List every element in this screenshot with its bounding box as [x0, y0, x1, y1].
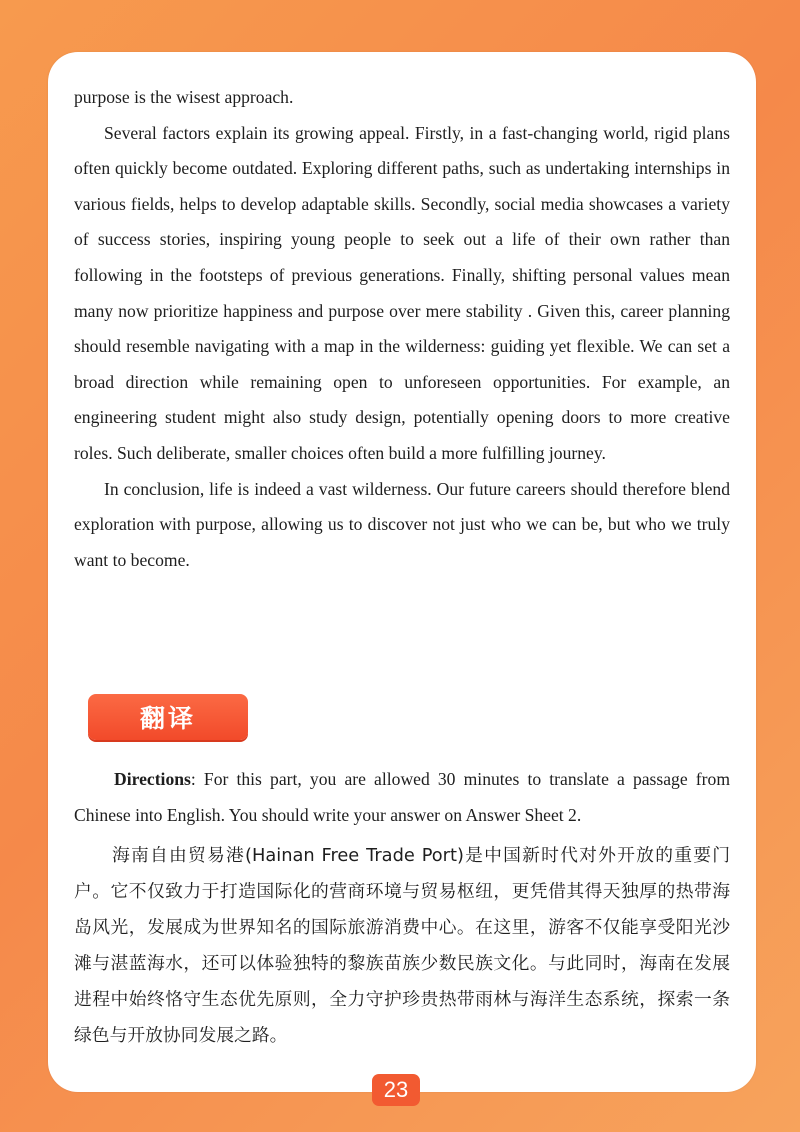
- essay-text: [74, 80, 730, 578]
- essay-paragraph: In conclusion, life is indeed a vast wilderness. Our future careers should therefore blend exploration with purpose, allowing us to discover not just who we can be, but who we truly want to become.: [74, 478, 730, 570]
- chinese-passage: [74, 838, 730, 1054]
- directions-paragraph: [74, 762, 730, 833]
- essay-paragraph: purpose is the wisest approach.: [74, 87, 294, 107]
- section-title: 翻译: [139, 704, 196, 733]
- directions-text: : For this part, you are allowed 30 minutes to translate a passage from Chinese into English. You should write your answer on Answer Sheet 2.: [74, 769, 730, 825]
- directions-block: [74, 762, 730, 833]
- page-number: 23: [372, 1074, 420, 1106]
- essay-paragraph: Several factors explain its growing appeal. Firstly, in a fast-changing world, rigid plans often quickly become outdated. Exploring different paths, such as undertaking internships in various fields, helps to develop adaptable skills. Secondly, social media showcases a variety of success stories, inspiring young people to seek out a life of their own rather than following in the footsteps of previous generations. Finally, shifting personal values mean many now prioritize happiness and purpose over mere stability . Given this, career planning should resemble navigating with a map in the wilderness: guiding yet flexible. We can set a broad direction while remaining open to unforeseen opportunities. For example, an engineering student might also study design, potentially opening doors to more creative roles. Such deliberate, smaller choices often build a more fulfilling journey.: [74, 122, 730, 463]
- directions-label: Directions: [114, 769, 191, 789]
- translation-section-badge: [88, 694, 248, 740]
- chinese-paragraph: 海南自由贸易港(Hainan Free Trade Port)是中国新时代对外开放的重要门户。它不仅致力于打造国际化的营商环境与贸易枢纽，更凭借其得天独厚的热带海岛风光，发展成为世界知名的国际旅游消费中心。在这里，游客不仅能享受阳光沙滩与湛蓝海水，还可以体验独特的黎族苗族少数民族文化。与此同时，海南在发展进程中始终恪守生态优先原则，全力守护珍贵热带雨林与海洋生态系统，探索一条绿色与开放协同发展之路。: [74, 845, 730, 1046]
